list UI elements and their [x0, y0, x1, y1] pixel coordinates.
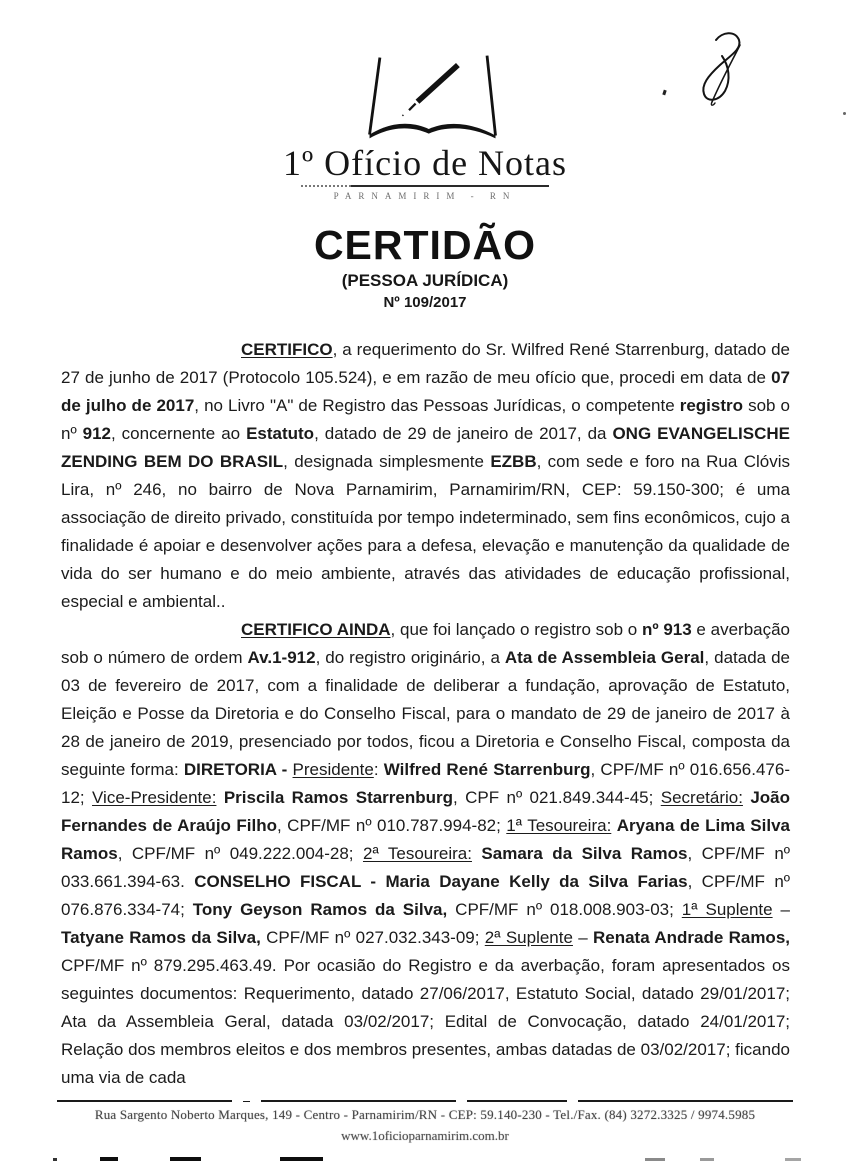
document-title: CERTIDÃO — [313, 222, 537, 268]
text-segment: CPF/MF nº 027.032.343-09; — [260, 928, 485, 947]
scan-speck — [785, 1158, 801, 1161]
scan-speck — [170, 1157, 201, 1161]
text-segment: sob o nº — [61, 396, 791, 443]
text-segment: , datada de 03 de fevereiro de 2017, com a finalidade de deliberar a fundação, aprovação de Estatuto, Eleição e Posse da Diretoria e do Conselho Fiscal, para o mandato de 29 de janeiro de 2017 à 28 de janeiro de 2019, presenciado por todos, ficou a Diretoria e Conselho Fiscal, composta da seguinte forma: — [61, 648, 790, 779]
text-segment: , CPF/MF nº 033.661.394-63. — [61, 844, 790, 891]
text-segment: Tatyane Ramos da Silva, — [61, 928, 261, 947]
office-name: 1º Ofício de Notas — [282, 143, 568, 183]
text-segment: Tony Geyson Ramos da Silva, — [192, 900, 448, 919]
scan-speck — [100, 1157, 118, 1161]
text-segment: , no Livro "A" de Registro das Pessoas Jurídicas, o competente — [194, 396, 680, 415]
letterhead-divider — [301, 185, 549, 187]
text-segment: , concernente ao — [111, 424, 247, 443]
open-book-pen-logo-icon — [349, 50, 501, 144]
text-segment: Estatuto — [246, 424, 315, 443]
text-segment: 1ª Tesoureira: — [506, 816, 612, 835]
footer-divider — [57, 1100, 793, 1102]
text-segment: , a requerimento do Sr. Wilfred René Starrenburg, datado de 27 de junho de 2017 (Protocolo 105.524), e em razão de meu ofício que, procedi em data de — [61, 340, 790, 387]
scan-speck — [53, 1158, 57, 1161]
title-block — [0, 224, 850, 311]
paragraph — [61, 616, 790, 1092]
divider-segment — [243, 1101, 250, 1102]
text-segment: Presidente — [292, 760, 374, 779]
text-segment: , CPF nº 021.849.344-45; — [453, 788, 661, 807]
divider-segment — [467, 1100, 567, 1102]
text-segment: João Fernandes de Araújo Filho — [61, 788, 790, 835]
divider-segment — [578, 1100, 793, 1102]
text-segment: , CPF/MF nº 016.656.476-12; — [61, 760, 790, 807]
text-segment: Ata de Assembleia Geral — [504, 648, 705, 667]
footer-address: Rua Sargento Noberto Marques, 149 - Centro - Parnamirim/RN - CEP: 59.140-230 - Tel./Fax. (84) 3272.3325 / 9974.5985 — [94, 1107, 756, 1122]
text-segment: 2ª Tesoureira: — [362, 844, 472, 863]
text-segment: Renata Andrade Ramos, — [592, 928, 790, 947]
scan-speck — [280, 1157, 323, 1161]
document-subtitle: (PESSOA JURÍDICA) — [341, 271, 509, 290]
text-segment: CPF/MF nº 879.295.463.49. Por ocasião do Registro e da averbação, foram apresentados os seguintes documentos: Requerimento, datado 27/06/2017, Estatuto Social, datado 29/01/2017; Ata da Assembleia Geral, datada 03/02/2017; Edital de Convocação, datado 24/01/2017; Relação dos membros eleitos e dos membros presentes, ambas datadas de 03/02/2017; ficando uma via de cada — [61, 956, 790, 1087]
text-segment: : — [373, 760, 384, 779]
divider-segment — [57, 1100, 232, 1102]
page-footer — [0, 1100, 850, 1144]
text-segment: nº 913 — [642, 620, 692, 639]
text-segment: – — [772, 900, 790, 919]
footer-website: www.1oficioparnamirim.com.br — [341, 1128, 509, 1143]
scan-speck — [700, 1158, 714, 1161]
text-segment: CONSELHO FISCAL - Maria Dayane Kelly da Silva Farias — [194, 872, 688, 891]
text-segment: , com sede e foro na Rua Clóvis Lira, nº 246, no bairro de Nova Parnamirim, Parnamirim/RN, CEP: 59.150-300; é uma associação de direito privado, constituída por tempo indeterminado, sem fins econômicos, cujo a finalidade é apoiar e desenvolver ações para a defesa, elevação e manutenção da qualidade de vida do ser humano e do meio ambiente, através das atividades de educação profissional, especial e ambiental.. — [61, 452, 790, 611]
text-segment: Wilfred René Starrenburg — [383, 760, 591, 779]
text-segment: – — [572, 928, 593, 947]
text-segment: CERTIFICO — [241, 340, 333, 359]
text-segment: CERTIFICO AINDA — [241, 620, 391, 639]
text-segment: DIRETORIA - — [183, 760, 293, 779]
text-segment: ONG EVANGELISCHE ZENDING BEM DO BRASIL — [61, 424, 790, 471]
scan-speck — [645, 1158, 665, 1161]
paragraph — [61, 336, 790, 616]
text-segment: , datado de 29 de janeiro de 2017, da — [314, 424, 613, 443]
text-segment: 07 de julho de 2017 — [61, 368, 790, 415]
text-segment: , do registro originário, a — [315, 648, 505, 667]
text-segment — [216, 788, 223, 807]
text-segment: , que foi lançado o registro sob o — [390, 620, 642, 639]
divider-solid-segment — [351, 185, 549, 187]
text-segment: Vice-Presidente: — [92, 788, 217, 807]
divider-dotted-segment — [301, 185, 351, 187]
text-segment: Samara da Silva Ramos — [481, 844, 688, 863]
text-segment: , CPF/MF nº 010.787.994-82; — [276, 816, 507, 835]
text-segment: EZBB — [490, 452, 537, 471]
text-segment: Priscila Ramos Starrenburg — [223, 788, 454, 807]
document-number: Nº 109/2017 — [383, 294, 467, 311]
text-segment: CPF/MF nº 018.008.903-03; — [447, 900, 682, 919]
text-segment: , designada simplesmente — [283, 452, 491, 471]
text-segment: 912 — [82, 424, 111, 443]
text-segment — [472, 844, 481, 863]
document-body — [61, 336, 790, 1092]
text-segment: registro — [679, 396, 744, 415]
office-location: PARNAMIRIM - RN — [333, 191, 517, 201]
text-segment: , CPF/MF nº 049.222.004-28; — [117, 844, 363, 863]
text-segment: , CPF/MF nº 076.876.334-74; — [61, 872, 790, 919]
text-segment: e averbação sob o número de ordem — [61, 620, 791, 667]
letterhead — [0, 50, 850, 201]
text-segment: 1ª Suplente — [681, 900, 773, 919]
text-segment: Aryana de Lima Silva Ramos — [61, 816, 790, 863]
text-segment: Av.1-912 — [247, 648, 316, 667]
text-segment: 2ª Suplente — [484, 928, 573, 947]
text-segment: Secretário: — [660, 788, 743, 807]
divider-segment — [261, 1100, 456, 1102]
